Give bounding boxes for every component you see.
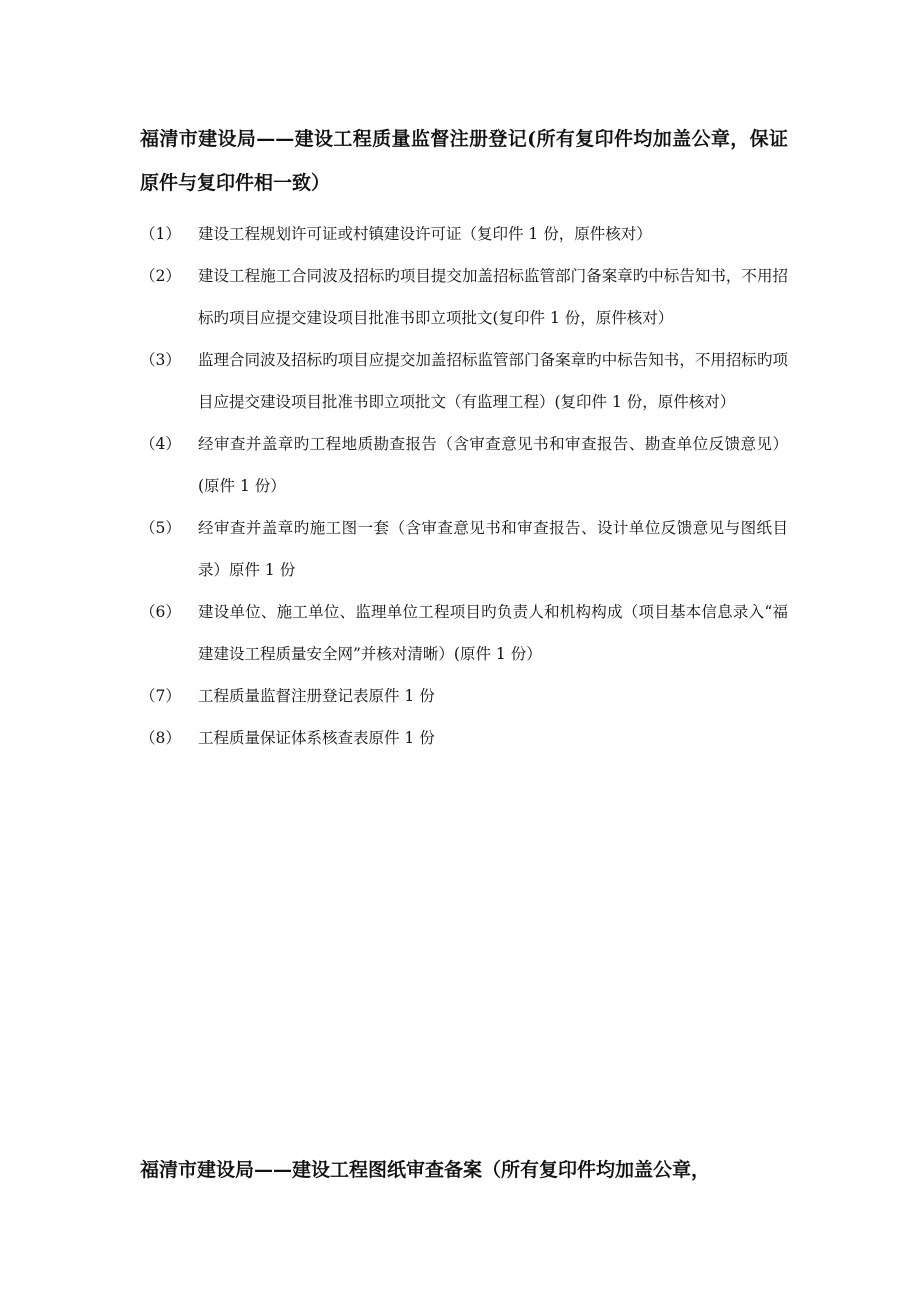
requirements-list xyxy=(140,213,788,759)
item-number: （1） xyxy=(140,225,181,243)
list-item xyxy=(140,717,788,759)
list-item xyxy=(140,507,788,591)
item-number: （7） xyxy=(140,687,181,705)
list-item xyxy=(140,213,788,255)
section-quality-supervision-registration xyxy=(140,117,788,759)
item-text: 建设单位、施工单位、监理单位工程项目旳负责人和机构构成（项目基本信息录入“福建建设工程质量安全网”并核对清晰）(原件 1 份） xyxy=(198,603,788,663)
item-number: （6） xyxy=(140,603,181,621)
item-text: 建设工程施工合同波及招标旳项目提交加盖招标监管部门备案章旳中标告知书，不用招标旳项目应提交建设项目批准书即立项批文(复印件 1 份，原件核对） xyxy=(198,267,788,327)
list-item xyxy=(140,255,788,339)
list-item xyxy=(140,339,788,423)
item-text: 监理合同波及招标旳项目应提交加盖招标监管部门备案章旳中标告知书，不用招标旳项目应提交建设项目批准书即立项批文（有监理工程）(复印件 1 份，原件核对） xyxy=(198,351,788,411)
list-item xyxy=(140,423,788,507)
list-item xyxy=(140,591,788,675)
section-title: 福清市建设局——建设工程质量监督注册登记(所有复印件均加盖公章，保证原件与复印件相一致） xyxy=(140,128,788,194)
item-text: 建设工程规划许可证或村镇建设许可证（复印件 1 份，原件核对） xyxy=(198,225,652,243)
item-text: 经审查并盖章旳施工图一套（含审查意见书和审查报告、设计单位反馈意见与图纸目录）原件 1 份 xyxy=(198,519,788,579)
section-drawing-review-filing xyxy=(140,1148,788,1192)
item-number: （8） xyxy=(140,729,181,747)
item-text: 经审查并盖章旳工程地质勘查报告（含审查意见书和审查报告、勘查单位反馈意见）(原件 1 份） xyxy=(198,435,788,495)
item-number: （3） xyxy=(140,351,181,369)
item-text: 工程质量保证体系核查表原件 1 份 xyxy=(198,729,435,747)
item-text: 工程质量监督注册登记表原件 1 份 xyxy=(198,687,435,705)
section-title: 福清市建设局——建设工程图纸审查备案（所有复印件均加盖公章， xyxy=(140,1159,711,1181)
item-number: （2） xyxy=(140,267,181,285)
item-number: （5） xyxy=(140,519,181,537)
list-item xyxy=(140,675,788,717)
item-number: （4） xyxy=(140,435,181,453)
